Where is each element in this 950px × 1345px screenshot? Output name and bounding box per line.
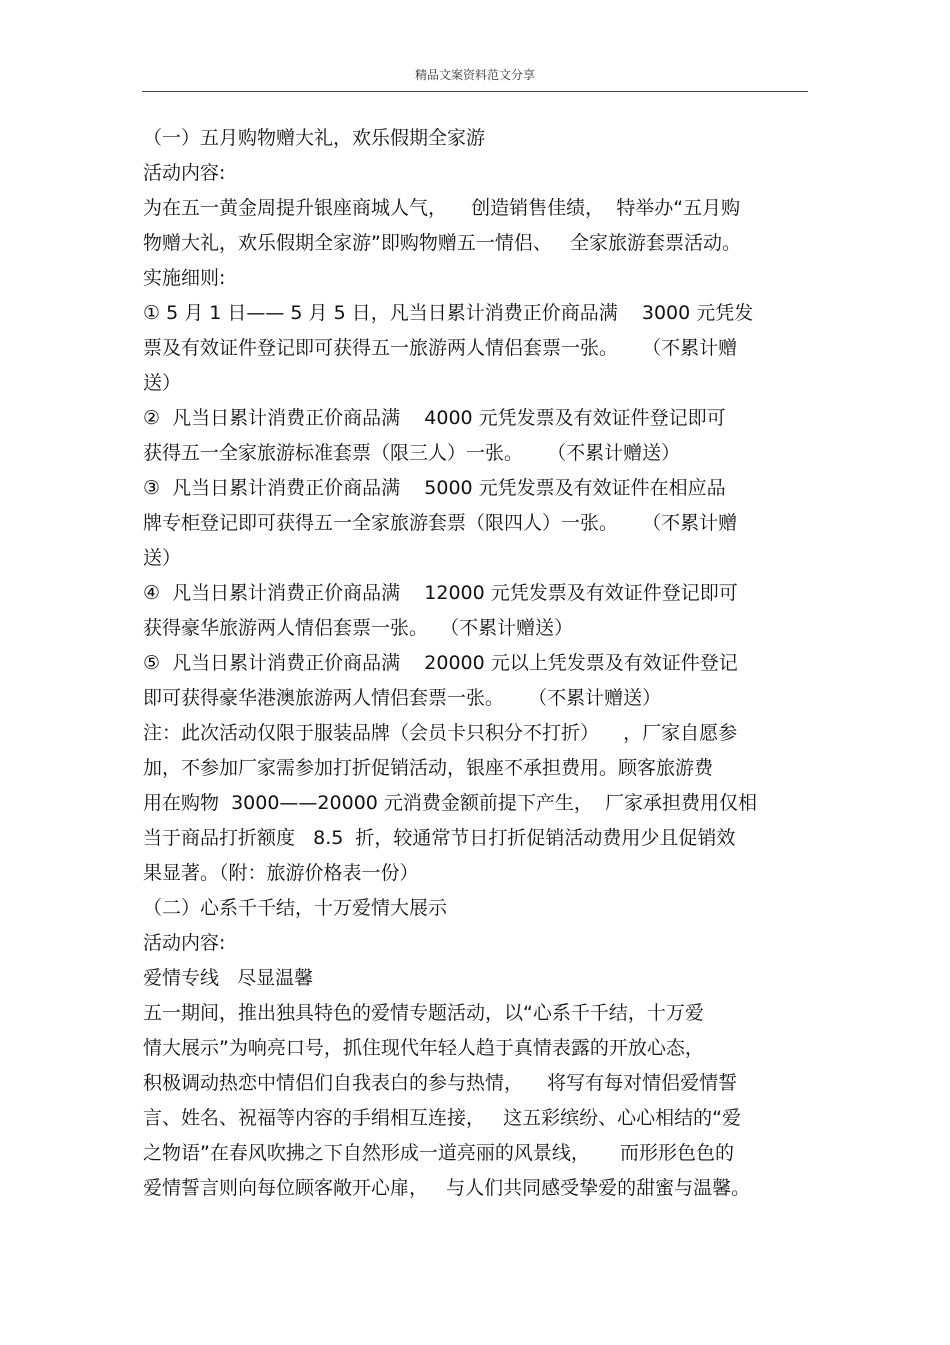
list-item-3: ③ 凡当日累计消费正价商品满 5000 元凭发票及有效证件在相应品 — [143, 477, 726, 499]
list-item-3-cont: 牌专柜登记即可获得五一全家旅游套票（限四人）一张。 （不累计赠 — [143, 512, 738, 534]
paragraph-line: 情大展示”为响亮口号，抓住现代年轻人趋于真情表露的开放心态， — [143, 1037, 704, 1059]
list-item-3-cont: 送） — [143, 547, 182, 569]
section-heading-2: （二）心系千千结，十万爱情大展示 — [143, 897, 448, 919]
label-details: 实施细则: — [143, 267, 226, 289]
list-item-4: ④ 凡当日累计消费正价商品满 12000 元凭发票及有效证件登记即可 — [143, 582, 738, 604]
list-item-5: ⑤ 凡当日累计消费正价商品满 20000 元以上凭发票及有效证件登记 — [143, 652, 738, 674]
paragraph-line: 五一期间，推出独具特色的爱情专题活动，以“心系千千结，十万爱 — [143, 1002, 704, 1024]
header-divider — [142, 91, 808, 92]
list-item-2-cont: 获得五一全家旅游标准套票（限三人）一张。 （不累计赠送） — [143, 442, 681, 464]
note-line: 用在购物 3000——20000 元消费金额前提下产生， 厂家承担费用仅相 — [143, 792, 757, 814]
paragraph-line: 言、姓名、祝福等内容的手绢相互连接， 这五彩缤纷、心心相结的“爱 — [143, 1107, 741, 1129]
paragraph-line: 为在五一黄金周提升银座商城人气， 创造销售佳绩， 特举办“五月购 — [143, 197, 741, 219]
paragraph-line: 物赠大礼，欢乐假期全家游”即购物赠五一情侣、 全家旅游套票活动。 — [143, 232, 741, 254]
list-item-1-cont: 票及有效证件登记即可获得五一旅游两人情侣套票一张。 （不累计赠 — [143, 337, 738, 359]
section-heading-1: （一）五月购物赠大礼，欢乐假期全家游 — [143, 127, 486, 149]
label-activity-content: 活动内容: — [143, 162, 226, 184]
paragraph-line: 爱情誓言则向每位顾客敞开心扉， 与人们共同感受挚爱的甜蜜与温馨。 — [143, 1177, 751, 1199]
document-body — [143, 121, 808, 1206]
note-line: 当于商品打折额度 8.5 折，较通常节日打折促销活动费用少且促销效 — [143, 827, 736, 849]
paragraph-line: 之物语”在春风吹拂之下自然形成一道亮丽的风景线， 而形形色色的 — [143, 1142, 735, 1164]
list-item-5-cont: 即可获得豪华港澳旅游两人情侣套票一张。 （不累计赠送） — [143, 687, 662, 709]
note-line: 加，不参加厂家需参加打折促销活动，银座不承担费用。顾客旅游费 — [143, 757, 714, 779]
list-item-1-cont: 送） — [143, 372, 182, 394]
list-item-2: ② 凡当日累计消费正价商品满 4000 元凭发票及有效证件登记即可 — [143, 407, 726, 429]
label-activity-content: 活动内容: — [143, 932, 226, 954]
list-item-1: ① 5 月 1 日—— 5 月 5 日，凡当日累计消费正价商品满 3000 元凭发 — [143, 302, 754, 324]
subheading: 爱情专线 尽显温馨 — [143, 967, 314, 989]
paragraph-line: 积极调动热恋中情侣们自我表白的参与热情， 将写有每对情侣爱情誓 — [143, 1072, 738, 1094]
note-line: 注：此次活动仅限于服装品牌（会员卡只积分不打折） ，厂家自愿参 — [143, 722, 738, 744]
note-line: 果显著。（附：旅游价格表一份） — [143, 862, 419, 884]
list-item-4-cont: 获得豪华旅游两人情侣套票一张。 （不累计赠送） — [143, 617, 574, 639]
page-header: 精品文案资料范文分享 — [414, 68, 535, 82]
